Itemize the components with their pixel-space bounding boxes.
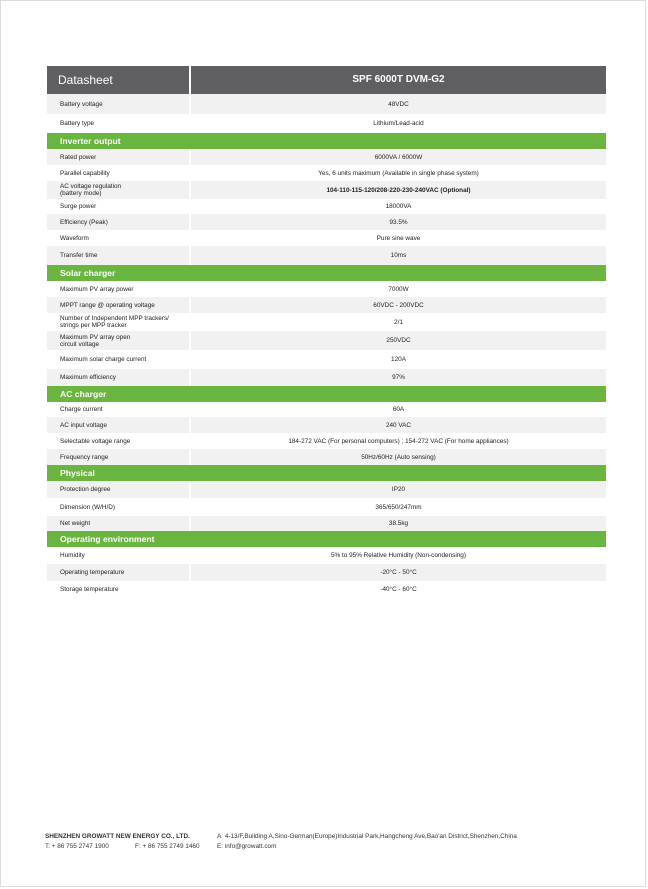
spec-value: 120A: [391, 356, 406, 363]
spec-label: Efficiency (Peak): [47, 214, 191, 230]
table-row: [47, 564, 606, 581]
footer-contact: [45, 832, 220, 852]
spec-value: 50Hz/60Hz (Auto sensing): [361, 453, 436, 461]
table-row: [47, 481, 606, 498]
table-row: [47, 433, 606, 449]
spec-value: 250VDC: [386, 337, 411, 344]
company-email[interactable]: E: info@growatt.com: [217, 843, 277, 850]
spec-value: Pure sine wave: [376, 234, 421, 242]
datasheet-table: [47, 66, 606, 598]
table-header: [47, 66, 606, 94]
spec-value: -20°C - 50°C: [380, 569, 417, 576]
spec-label: AC input voltage: [47, 417, 191, 433]
spec-label: Battery voltage: [47, 94, 191, 114]
table-row: [47, 94, 606, 114]
spec-value: 18000VA: [385, 203, 412, 210]
header-title: Datasheet: [47, 66, 191, 94]
spec-label: Maximum PV array open circuit voltage: [47, 331, 191, 350]
spec-value: 2/1: [394, 318, 403, 326]
spec-label: AC voltage regulation (battery mode): [47, 181, 191, 199]
spec-label: Parallel capability: [47, 165, 191, 181]
phone-line: [45, 842, 220, 852]
spec-label: Number of Independent MPP trackers/ strings per MPP tracker: [47, 313, 191, 331]
spec-label: Rated power: [47, 149, 191, 165]
spec-value: 97%: [392, 374, 405, 381]
table-row: [47, 297, 606, 313]
spec-label: Storage temperature: [47, 581, 191, 598]
spec-value: Lithium/Lead-acid: [373, 120, 424, 127]
footer-address-block: [217, 832, 637, 852]
table-row: [47, 581, 606, 598]
spec-value: 104-110-115-120/208-220-230-240VAC (Optional): [326, 186, 471, 194]
table-row: [47, 516, 606, 531]
table-row: [47, 417, 606, 433]
spec-value: 93.5%: [389, 218, 408, 226]
spec-label: Protection degree: [47, 481, 191, 498]
table-row: [47, 350, 606, 369]
section-header: Inverter output: [47, 133, 606, 149]
spec-value: 6000VA / 6000W: [374, 153, 423, 161]
spec-label: Transfer time: [47, 246, 191, 265]
table-row: [47, 369, 606, 386]
spec-value: 10ms: [390, 252, 407, 259]
table-row: [47, 246, 606, 265]
spec-label: MPPT range @ operating voltage: [47, 297, 191, 313]
header-model: SPF 6000T DVM-G2: [352, 74, 445, 85]
spec-label: Surge power: [47, 199, 191, 214]
fax-number: F: + 86 755 2749 1460: [135, 843, 200, 850]
spec-value: 240 VAC: [385, 421, 412, 429]
spec-label: Operating temperature: [47, 564, 191, 581]
table-row: [47, 149, 606, 165]
section-header: Solar charger: [47, 265, 606, 281]
phone-number: T: + 86 755 2747 1900: [45, 843, 109, 850]
table-row: [47, 165, 606, 181]
spec-label: Maximum solar charge current: [47, 350, 191, 369]
table-row: [47, 230, 606, 246]
spec-value: -40°C - 60°C: [380, 586, 417, 593]
spec-label: Frequency range: [47, 449, 191, 465]
table-body: [47, 94, 606, 598]
spec-label: Maximum efficiency: [47, 369, 191, 386]
spec-value: 365/650/247mm: [375, 503, 422, 511]
spec-value: 60VDC - 200VDC: [373, 301, 424, 309]
table-row: [47, 331, 606, 350]
company-name: SHENZHEN GROWATT NEW ENERGY CO., LTD.: [45, 833, 190, 840]
spec-label: Selectable voltage range: [47, 433, 191, 449]
spec-value: IP20: [391, 486, 406, 493]
spec-value: 5% to 95% Relative Humidity (Non-condensing): [331, 552, 466, 559]
table-row: [47, 449, 606, 465]
spec-label: Charge current: [47, 402, 191, 417]
table-row: [47, 547, 606, 564]
spec-label: Waveform: [47, 230, 191, 246]
spec-label: Humidity: [47, 547, 191, 564]
spec-value: 38.5kg: [388, 520, 409, 527]
spec-label: Maximum PV array power: [47, 281, 191, 297]
table-row: [47, 402, 606, 417]
company-address: A: 4-13/F,Building A,Sino-German(Europe)Industrial Park,Hangcheng Ave,Bao'an District,Shenzhen,China: [217, 833, 517, 840]
table-row: [47, 214, 606, 230]
spec-value: 48VDC: [388, 100, 409, 108]
spec-label: Battery type: [47, 114, 191, 133]
table-row: [47, 199, 606, 214]
spec-value: 60A: [392, 406, 405, 413]
table-row: [47, 281, 606, 297]
table-row: [47, 181, 606, 199]
section-header: Operating environment: [47, 531, 606, 547]
section-header: Physical: [47, 465, 606, 481]
table-row: [47, 498, 606, 516]
spec-label: Net weight: [47, 516, 191, 531]
table-row: [47, 313, 606, 331]
spec-value: Yes, 6 units maximum (Available in single phase system): [318, 169, 479, 177]
spec-value: 7000W: [388, 285, 409, 293]
spec-label: Dimension (W/H/D): [47, 498, 191, 516]
section-header: AC charger: [47, 386, 606, 402]
spec-value: 184-272 VAC (For personal computers) ; 154-272 VAC (For home appliances): [288, 437, 509, 445]
table-row: [47, 114, 606, 133]
